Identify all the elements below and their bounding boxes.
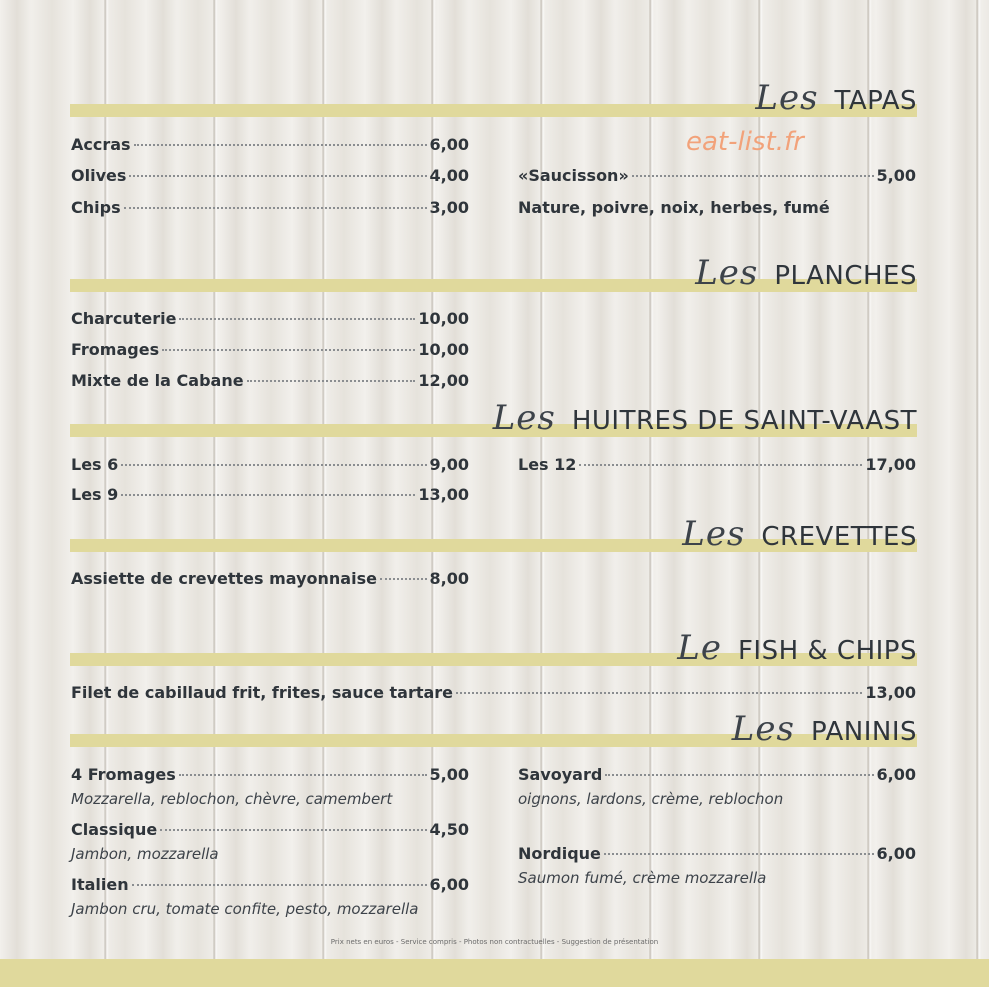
- item-name: Classique: [71, 820, 158, 839]
- watermark: eat-list.fr: [686, 127, 804, 157]
- item-name: Mixte de la Cabane: [71, 371, 244, 390]
- item-name: Les 9: [71, 485, 119, 504]
- leader-dots: [456, 692, 862, 694]
- item-name: Fromages: [71, 340, 160, 359]
- item-price: 10,00: [418, 340, 469, 359]
- footer-bar: [0, 959, 989, 987]
- menu-item: [71, 371, 469, 393]
- leader-dots: [129, 175, 426, 177]
- menu-item: [518, 844, 916, 866]
- item-name: Assiette de crevettes mayonnaise: [71, 569, 377, 588]
- crevettes-title: CREVETTES: [761, 522, 917, 552]
- planches-script: Les: [695, 253, 759, 293]
- item-price: 6,00: [876, 765, 916, 784]
- menu-item: [71, 455, 469, 477]
- leader-dots: [134, 144, 427, 146]
- item-name: Nordique: [518, 844, 601, 863]
- leader-dots: [179, 774, 427, 776]
- item-description: Saumon fumé, crème mozzarella: [518, 869, 767, 887]
- huitres-script: Les: [492, 398, 556, 438]
- item-description: Jambon, mozzarella: [71, 845, 219, 863]
- item-price: 17,00: [865, 455, 916, 474]
- leader-dots: [121, 464, 426, 466]
- leader-dots: [380, 578, 427, 580]
- item-price: 6,00: [429, 135, 469, 154]
- item-price: 5,00: [429, 765, 469, 784]
- item-price: 4,00: [429, 166, 469, 185]
- leader-dots: [605, 774, 873, 776]
- item-name: 4 Fromages: [71, 765, 176, 784]
- item-name: Filet de cabillaud frit, frites, sauce tartare: [71, 683, 454, 702]
- leader-dots: [162, 349, 415, 351]
- leader-dots: [579, 464, 862, 466]
- item-price: 10,00: [418, 309, 469, 328]
- item-name: Les 6: [71, 455, 119, 474]
- fish-script: Le: [677, 628, 722, 668]
- item-name: Chips: [71, 198, 121, 217]
- item-name: Accras: [71, 135, 131, 154]
- menu-item: [71, 485, 469, 507]
- item-price: 6,00: [876, 844, 916, 863]
- item-price: 8,00: [429, 569, 469, 588]
- item-price: 6,00: [429, 875, 469, 894]
- paninis-script: Les: [731, 709, 795, 749]
- leader-dots: [632, 175, 874, 177]
- leader-dots: [604, 853, 874, 855]
- item-description: oignons, lardons, crème, reblochon: [518, 790, 784, 808]
- crevettes-script: Les: [682, 514, 746, 554]
- tapas-title: TAPAS: [834, 86, 917, 116]
- fish-title: FISH & CHIPS: [737, 636, 917, 666]
- menu-item: [71, 820, 469, 842]
- leader-dots: [247, 380, 416, 382]
- menu-item: [71, 309, 469, 331]
- item-price: 13,00: [865, 683, 916, 702]
- menu-item: [71, 875, 469, 897]
- menu-item: [518, 455, 916, 477]
- menu-item: [518, 765, 916, 787]
- tapas-script: Les: [755, 78, 819, 118]
- crevettes-heading: [682, 514, 917, 554]
- item-name: «Saucisson»: [518, 166, 629, 185]
- menu-item: [71, 569, 469, 591]
- leader-dots: [121, 494, 415, 496]
- leader-dots: [160, 829, 426, 831]
- item-name: Italien: [71, 875, 129, 894]
- paninis-title: PANINIS: [810, 717, 917, 747]
- fish-heading: [677, 628, 917, 668]
- item-price: 13,00: [418, 485, 469, 504]
- tapas-heading: [755, 78, 917, 118]
- menu-item: [71, 683, 916, 705]
- item-description: Jambon cru, tomate confite, pesto, mozzarella: [71, 900, 419, 918]
- menu-item: [71, 166, 469, 188]
- item-description: Mozzarella, reblochon, chèvre, camembert: [71, 790, 393, 808]
- item-price: 9,00: [429, 455, 469, 474]
- item-price: 12,00: [418, 371, 469, 390]
- planches-title: PLANCHES: [774, 261, 917, 291]
- item-price: 3,00: [429, 198, 469, 217]
- item-price: 4,50: [429, 820, 469, 839]
- item-price: 5,00: [876, 166, 916, 185]
- menu-item: [71, 340, 469, 362]
- leader-dots: [179, 318, 415, 320]
- planches-heading: [695, 253, 917, 293]
- paninis-heading: [732, 709, 917, 749]
- menu-item: [71, 198, 469, 220]
- item-note: Nature, poivre, noix, herbes, fumé: [518, 198, 830, 217]
- huitres-title: HUITRES DE SAINT-VAAST: [571, 406, 917, 436]
- footer-note: Prix nets en euros - Service compris - Photos non contractuelles - Suggestion de présentation: [330, 938, 659, 946]
- huitres-heading: [493, 398, 917, 438]
- menu-item: [71, 765, 469, 787]
- leader-dots: [132, 884, 427, 886]
- item-name: Charcuterie: [71, 309, 177, 328]
- item-name: Savoyard: [518, 765, 603, 784]
- menu-item: [518, 166, 916, 188]
- item-name: Les 12: [518, 455, 577, 474]
- item-name: Olives: [71, 166, 127, 185]
- leader-dots: [124, 207, 427, 209]
- menu-item: [71, 135, 469, 157]
